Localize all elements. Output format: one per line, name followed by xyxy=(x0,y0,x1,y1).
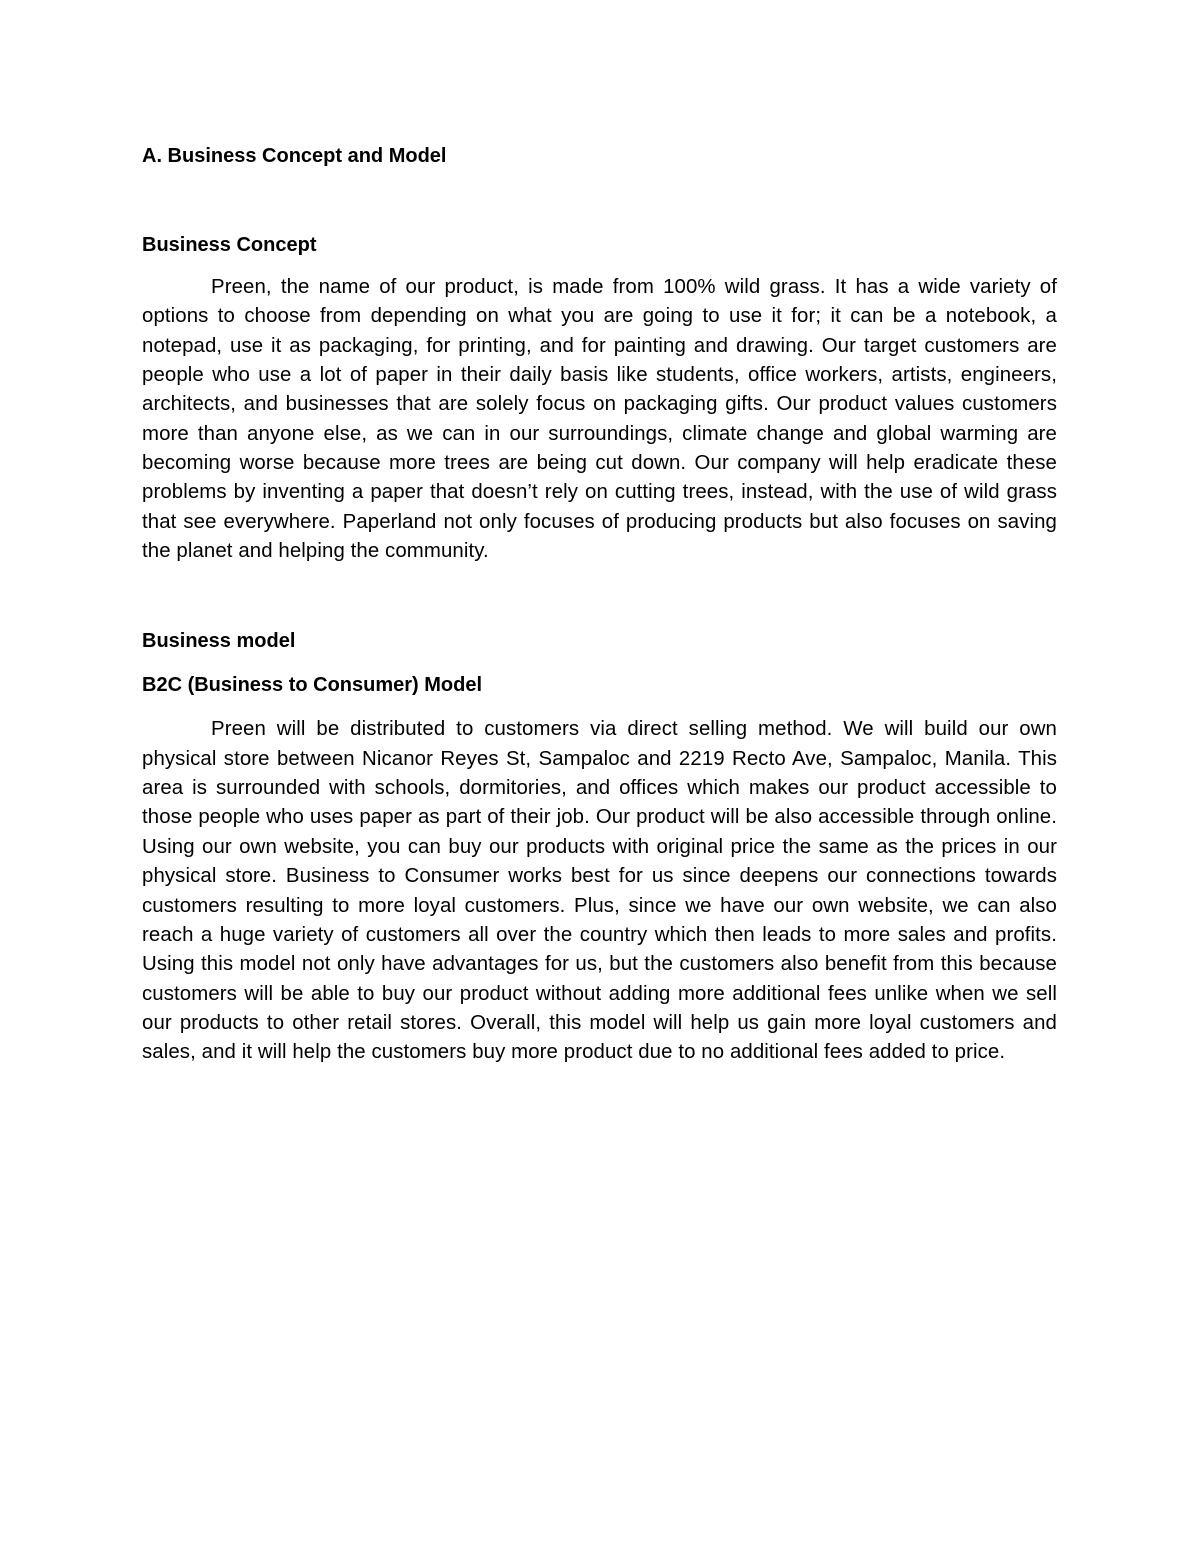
business-model-heading: Business model xyxy=(142,630,296,653)
business-concept-heading: Business Concept xyxy=(142,234,317,256)
business-concept-paragraph: Preen, the name of our product, is made from 100% wild grass. It has a wide variety of options to choose from depending on what you are going to use it for; it can be a notebook, a notepad, use it as packaging, for printing, and for painting and drawing. Our target customers are people who use a lot of paper in their daily basis like students, office workers, artists, engineers, architects, and businesses that are solely focus on packaging gifts. Our product values customers more than anyone else, as we can in our surroundings, climate change and global warming are becoming worse because more trees are being cut down. Our company will help eradicate these problems by inventing a paper that doesn’t rely on cutting trees, instead, with the use of wild grass that see everywhere. Paperland not only focuses of producing products but also focuses on saving the planet and helping the community. xyxy=(142,276,1057,563)
business-model-paragraph: Preen will be distributed to customers via direct selling method. We will build our own physical store between Nicanor Reyes St, Sampaloc and 2219 Recto Ave, Sampaloc, Manila. This area is surrounded with schools, dormitories, and offices which makes our product accessible to those people who uses paper as part of their job. Our product will be also accessible through online. Using our own website, you can buy our products with original price the same as the prices in our physical store. Business to Consumer works best for us since deepens our connections towards customers resulting to more loyal customers. Plus, since we have our own website, we can also reach a huge variety of customers all over the country which then leads to more sales and profits. Using this model not only have advantages for us, but the customers also benefit from this because customers will be able to buy our product without adding more additional fees unlike when we sell our products to other retail stores. Overall, this model will help us gain more loyal customers and sales, and it will help the customers buy more product due to no additional fees added to price. xyxy=(142,718,1057,1064)
b2c-model-subheading: B2C (Business to Consumer) Model xyxy=(142,674,483,697)
document-body xyxy=(142,142,1057,1068)
section-title: A. Business Concept and Model xyxy=(142,145,447,167)
